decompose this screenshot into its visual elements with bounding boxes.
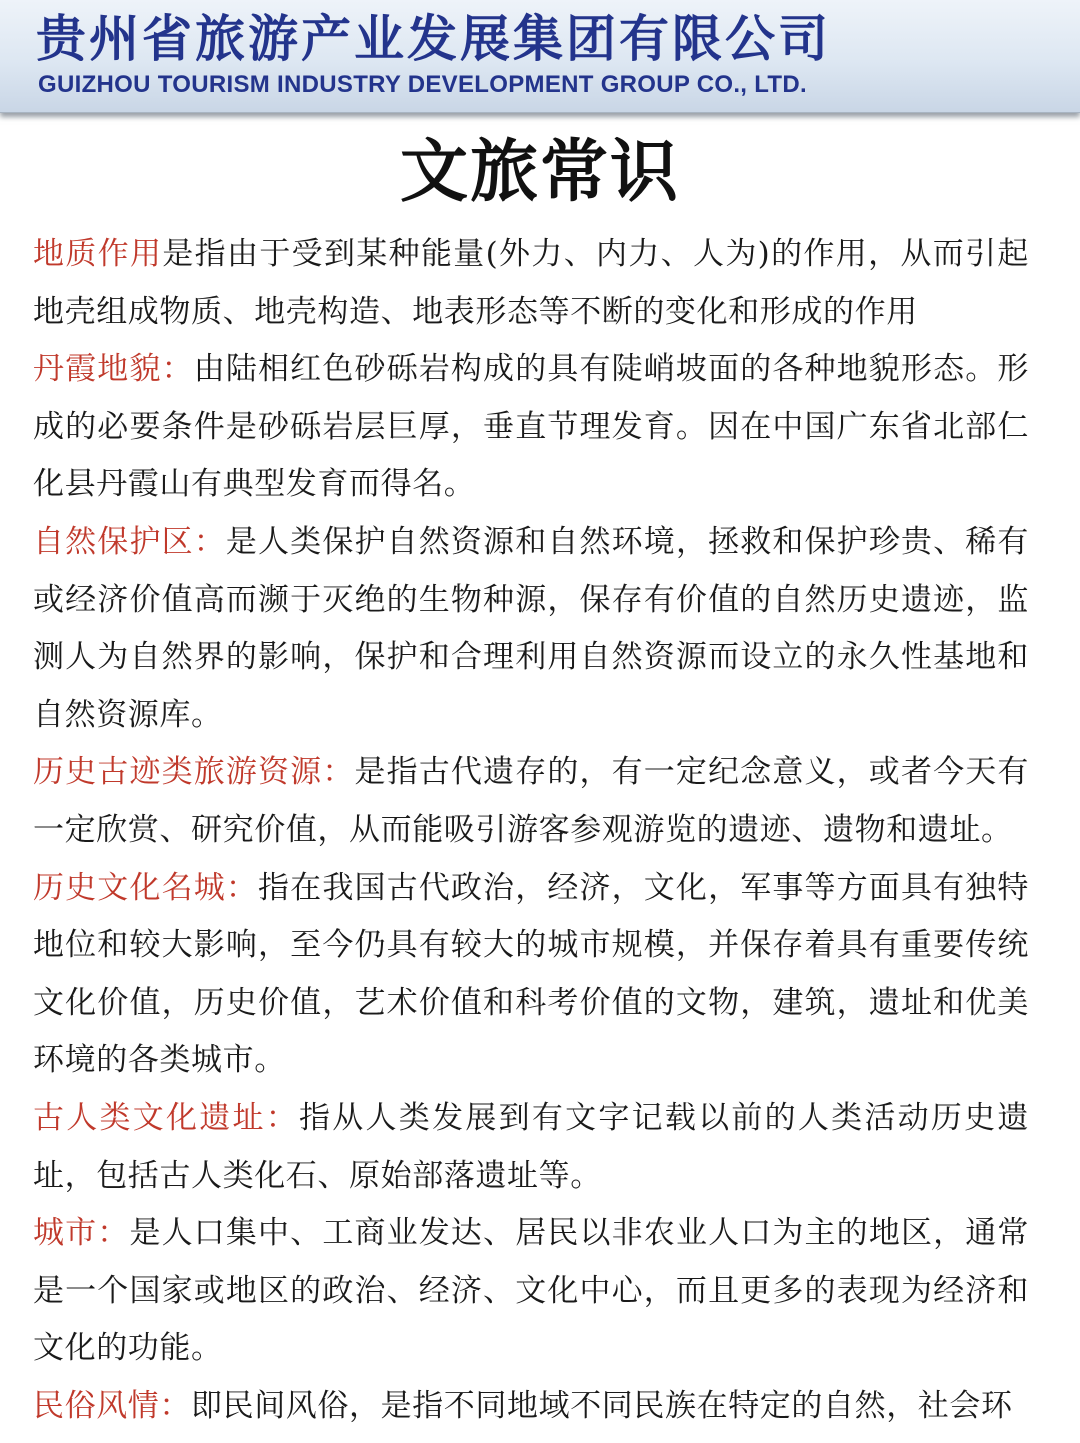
entry-term: 地质作用 [33,236,163,272]
entry-definition: 指从人类发展到有文字记载以前的人类活动历史遗址，包括古人类化石、原始部落遗址等。 [33,1099,1029,1194]
entry-definition: 是指由于受到某种能量(外力、内力、人为)的作用，从而引起地壳组成物质、地壳构造、地表形态等不断的变化和形成的作用 [33,236,1029,330]
entry-definition: 即民间风俗，是指不同地域不同民族在特定的自然，社会环 [191,1387,1013,1424]
entry-term: 古人类文化遗址： [33,1099,300,1136]
entry-definition: 由陆相红色砂砾岩构成的具有陡峭坡面的各种地貌形态。形成的必要条件是砂砾岩层巨厚，垂直节理发育。因在中国广东省北部仁化县丹霞山有典型发育而得名。 [33,351,1029,503]
entry-definition: 是指古代遗存的，有一定纪念意义，或者今天有一定欣赏、研究价值，从而能吸引游客参观游览的遗迹、遗物和遗址。 [33,754,1029,848]
page-title: 文旅常识 [399,132,680,212]
glossary-entry-historic-sites [33,744,1029,859]
company-name-en: GUIZHOU TOURISM INDUSTRY DEVELOPMENT GROUP CO., LTD. [38,71,807,98]
glossary-entry-geological-action [33,226,1029,341]
glossary-entry-folk-customs [33,1378,1029,1436]
entry-term: 历史古迹类旅游资源： [33,754,355,791]
glossary-entry-city [33,1205,1029,1378]
entry-definition: 是人口集中、工商业发达、居民以非农业人口为主的地区，通常是一个国家或地区的政治、经济、文化中心，而且更多的表现为经济和文化的功能。 [33,1215,1029,1367]
entry-definition: 指在我国古代政治，经济，文化，军事等方面具有独特地位和较大影响，至今仍具有较大的城市规模，并保存着具有重要传统文化价值，历史价值，艺术价值和科考价值的文物，建筑，遗址和优美环境的各类城市。 [33,869,1029,1079]
entry-term: 自然保护区： [33,523,226,560]
company-name-cn: 贵州省旅游产业发展集团有限公司 [36,10,831,68]
glossary-entry-danxia-landform [33,341,1029,514]
header-banner [0,0,1080,113]
glossary-entry-ancient-human-site [33,1090,1029,1205]
entry-definition: 是人类保护自然资源和自然环境，拯救和保护珍贵、稀有或经济价值高而濒于灭绝的生物种源，保存有价值的自然历史遗迹，监测人为自然界的影响，保护和合理利用自然资源而设立的永久性基地和自然资源库。 [33,523,1029,733]
glossary-entry-nature-reserve [33,514,1029,744]
glossary-content [33,226,1029,1443]
entry-term: 城市： [33,1215,130,1252]
entry-term: 丹霞地貌： [33,351,194,388]
entry-term: 历史文化名城： [33,869,259,906]
entry-term: 民俗风情： [33,1387,191,1424]
glossary-entry-historic-city [33,860,1029,1090]
